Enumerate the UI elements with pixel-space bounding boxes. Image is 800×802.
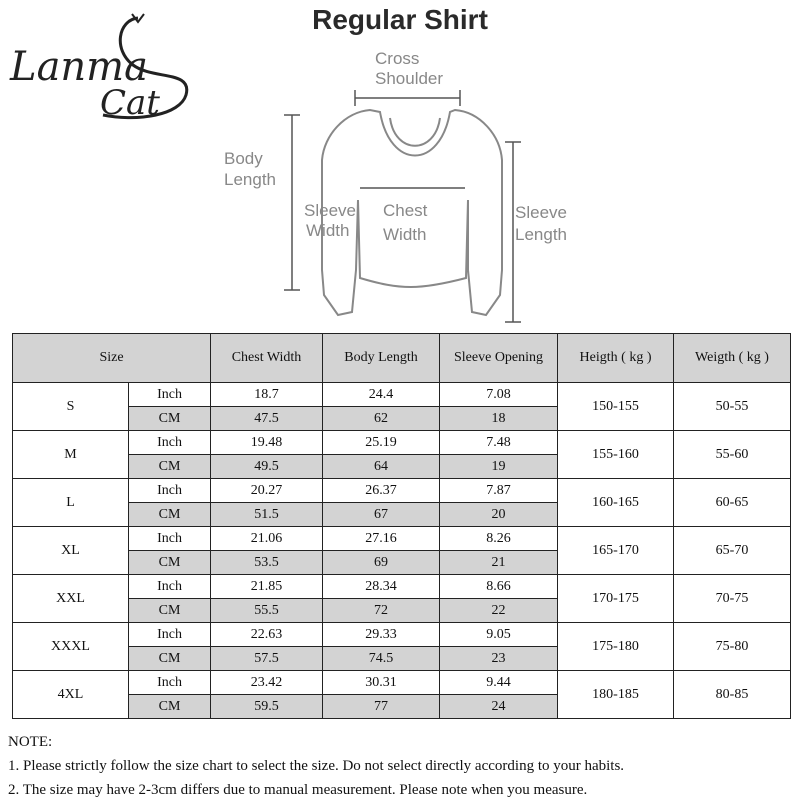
height-cell: 155-160 bbox=[558, 431, 674, 479]
sleeve-cm-cell: 24 bbox=[440, 695, 558, 719]
shirt-measurement-diagram bbox=[210, 40, 600, 330]
chest-cm-cell: 51.5 bbox=[211, 503, 323, 527]
sleeve-inch-cell: 9.44 bbox=[440, 671, 558, 695]
label-sleeve-width: Width bbox=[306, 221, 350, 240]
label-sleeve-2: Sleeve bbox=[515, 203, 567, 222]
body-inch-cell: 26.37 bbox=[323, 479, 440, 503]
table-row bbox=[13, 431, 791, 455]
unit-cm-label: CM bbox=[129, 503, 211, 527]
chest-cm-cell: 47.5 bbox=[211, 407, 323, 431]
table-row bbox=[13, 527, 791, 551]
sleeve-inch-cell: 7.87 bbox=[440, 479, 558, 503]
size-label: S bbox=[13, 383, 129, 431]
unit-inch-label: Inch bbox=[129, 431, 211, 455]
header-height: Heigth ( kg ) bbox=[558, 334, 674, 383]
height-cell: 175-180 bbox=[558, 623, 674, 671]
size-label: L bbox=[13, 479, 129, 527]
label-shoulder: Shoulder bbox=[375, 69, 444, 88]
label-sleeve-length: Length bbox=[515, 225, 567, 244]
table-row bbox=[13, 479, 791, 503]
header-chest-width: Chest Width bbox=[211, 334, 323, 383]
chest-cm-cell: 59.5 bbox=[211, 695, 323, 719]
sleeve-inch-cell: 7.48 bbox=[440, 431, 558, 455]
label-chest-width: Width bbox=[383, 225, 427, 244]
sleeve-inch-cell: 7.08 bbox=[440, 383, 558, 407]
chest-inch-cell: 21.85 bbox=[211, 575, 323, 599]
body-cm-cell: 64 bbox=[323, 455, 440, 479]
body-inch-cell: 25.19 bbox=[323, 431, 440, 455]
chest-cm-cell: 53.5 bbox=[211, 551, 323, 575]
unit-cm-label: CM bbox=[129, 599, 211, 623]
unit-inch-label: Inch bbox=[129, 671, 211, 695]
chest-inch-cell: 23.42 bbox=[211, 671, 323, 695]
table-row bbox=[13, 671, 791, 695]
weight-cell: 60-65 bbox=[674, 479, 791, 527]
table-row bbox=[13, 575, 791, 599]
brand-word-2: Cat bbox=[100, 83, 160, 120]
unit-inch-label: Inch bbox=[129, 479, 211, 503]
height-cell: 150-155 bbox=[558, 383, 674, 431]
brand-word-1: Lanma bbox=[10, 44, 148, 90]
size-label: XXL bbox=[13, 575, 129, 623]
label-body: Body bbox=[224, 149, 263, 168]
unit-cm-label: CM bbox=[129, 647, 211, 671]
body-cm-cell: 77 bbox=[323, 695, 440, 719]
page-title: Regular Shirt bbox=[312, 4, 488, 35]
weight-cell: 75-80 bbox=[674, 623, 791, 671]
sleeve-cm-cell: 21 bbox=[440, 551, 558, 575]
table-row bbox=[13, 623, 791, 647]
body-cm-cell: 62 bbox=[323, 407, 440, 431]
chest-inch-cell: 18.7 bbox=[211, 383, 323, 407]
header-weight: Weigth ( kg ) bbox=[674, 334, 791, 383]
unit-inch-label: Inch bbox=[129, 527, 211, 551]
weight-cell: 55-60 bbox=[674, 431, 791, 479]
body-inch-cell: 28.34 bbox=[323, 575, 440, 599]
note-line-1: 1. Please strictly follow the size chart to select the size. Do not select directly according to your habits. bbox=[8, 758, 625, 774]
label-cross: Cross bbox=[375, 49, 420, 68]
label-body-length: Length bbox=[224, 170, 276, 189]
size-chart-table bbox=[12, 333, 791, 719]
sleeve-inch-cell: 8.26 bbox=[440, 527, 558, 551]
weight-cell: 70-75 bbox=[674, 575, 791, 623]
size-label: 4XL bbox=[13, 671, 129, 719]
body-cm-cell: 72 bbox=[323, 599, 440, 623]
weight-cell: 80-85 bbox=[674, 671, 791, 719]
body-cm-cell: 74.5 bbox=[323, 647, 440, 671]
body-inch-cell: 24.4 bbox=[323, 383, 440, 407]
weight-cell: 50-55 bbox=[674, 383, 791, 431]
label-chest: Chest bbox=[383, 201, 428, 220]
body-inch-cell: 29.33 bbox=[323, 623, 440, 647]
unit-inch-label: Inch bbox=[129, 383, 211, 407]
body-inch-cell: 27.16 bbox=[323, 527, 440, 551]
unit-inch-label: Inch bbox=[129, 575, 211, 599]
chest-cm-cell: 57.5 bbox=[211, 647, 323, 671]
notes-heading: NOTE: bbox=[8, 734, 53, 750]
height-cell: 170-175 bbox=[558, 575, 674, 623]
size-label: M bbox=[13, 431, 129, 479]
weight-cell: 65-70 bbox=[674, 527, 791, 575]
height-cell: 180-185 bbox=[558, 671, 674, 719]
table-header-row bbox=[13, 334, 791, 383]
size-label: XL bbox=[13, 527, 129, 575]
chest-cm-cell: 55.5 bbox=[211, 599, 323, 623]
sleeve-cm-cell: 19 bbox=[440, 455, 558, 479]
body-cm-cell: 67 bbox=[323, 503, 440, 527]
height-cell: 165-170 bbox=[558, 527, 674, 575]
header-sleeve-opening: Sleeve Opening bbox=[440, 334, 558, 383]
body-cm-cell: 69 bbox=[323, 551, 440, 575]
unit-inch-label: Inch bbox=[129, 623, 211, 647]
label-sleeve: Sleeve bbox=[304, 201, 356, 220]
body-inch-cell: 30.31 bbox=[323, 671, 440, 695]
chest-inch-cell: 21.06 bbox=[211, 527, 323, 551]
brand-logo bbox=[8, 10, 193, 120]
chest-inch-cell: 19.48 bbox=[211, 431, 323, 455]
chest-inch-cell: 22.63 bbox=[211, 623, 323, 647]
unit-cm-label: CM bbox=[129, 407, 211, 431]
sleeve-cm-cell: 22 bbox=[440, 599, 558, 623]
header-body-length: Body Length bbox=[323, 334, 440, 383]
header-size: Size bbox=[13, 334, 211, 383]
sleeve-cm-cell: 23 bbox=[440, 647, 558, 671]
unit-cm-label: CM bbox=[129, 695, 211, 719]
chest-inch-cell: 20.27 bbox=[211, 479, 323, 503]
table-row bbox=[13, 383, 791, 407]
sleeve-cm-cell: 20 bbox=[440, 503, 558, 527]
notes-section bbox=[8, 730, 798, 802]
chest-cm-cell: 49.5 bbox=[211, 455, 323, 479]
size-label: XXXL bbox=[13, 623, 129, 671]
note-line-2: 2. The size may have 2-3cm differs due to manual measurement. Please note when you measure. bbox=[8, 782, 588, 798]
sleeve-inch-cell: 9.05 bbox=[440, 623, 558, 647]
height-cell: 160-165 bbox=[558, 479, 674, 527]
sleeve-cm-cell: 18 bbox=[440, 407, 558, 431]
sleeve-inch-cell: 8.66 bbox=[440, 575, 558, 599]
unit-cm-label: CM bbox=[129, 551, 211, 575]
unit-cm-label: CM bbox=[129, 455, 211, 479]
